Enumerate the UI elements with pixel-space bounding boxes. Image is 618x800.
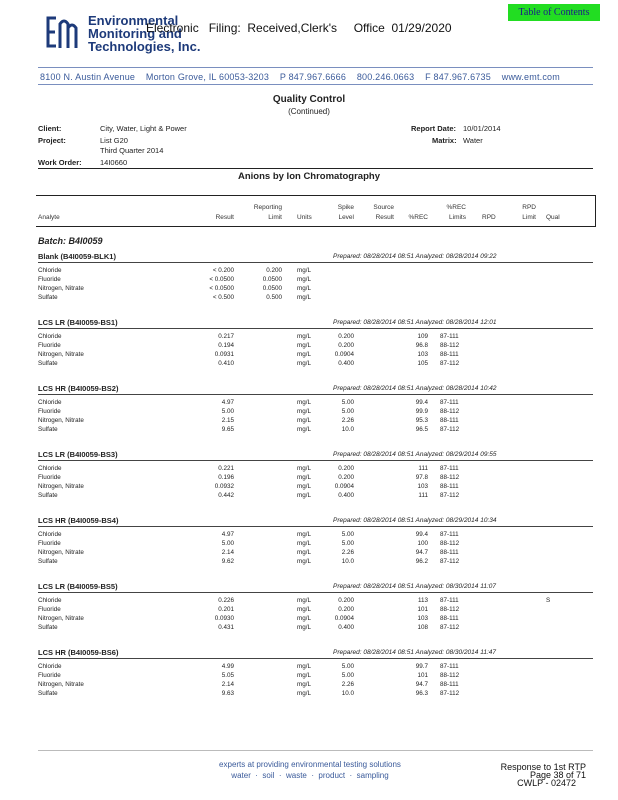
table-cell: 87-111 [440,399,459,406]
report-date-label: Report Date: [411,124,457,133]
col-limit: Limit [268,214,282,221]
work-order-value: 14I0660 [100,158,128,167]
table-cell: 2.15 [221,417,234,424]
table-cell: 105 [417,360,428,367]
table-cell: 0.0500 [262,285,282,292]
table-cell: 88-111 [440,417,459,424]
table-cell: 88-111 [440,615,459,622]
col-source-result: Result [375,214,394,221]
table-cell: Fluoride [38,474,61,481]
table-cell: 9.63 [221,690,234,697]
table-cell: < 0.500 [212,294,234,301]
table-cell: 0.442 [218,492,234,499]
col-spike: Spike [337,204,354,211]
table-cell: 10.0 [341,558,354,565]
table-cell: 88-112 [440,408,460,415]
table-cell: mg/L [297,408,311,415]
table-cell: 0.194 [218,342,234,349]
table-cell: mg/L [297,333,311,340]
table-cell: 0.200 [338,474,354,481]
table-cell: mg/L [297,681,311,688]
table-cell: 96.8 [415,342,428,349]
table-cell: mg/L [297,351,311,358]
table-cell: 0.410 [218,360,234,367]
table-cell: 5.00 [341,672,354,679]
table-cell: mg/L [297,606,311,613]
table-cell: Sulfate [38,558,58,565]
table-cell: 0.400 [338,624,354,631]
prepared-analyzed: Prepared: 08/28/2014 08:51 Analyzed: 08/30/2014 11:47 [333,649,496,656]
block-rule [38,460,593,461]
table-cell: 111 [418,492,428,499]
qc-block-title: LCS LR (B4I0059-BS5) [38,582,118,591]
table-cell: 0.200 [338,606,354,613]
page-number: Page 38 of 71 [529,770,586,780]
table-cell: 88-111 [440,681,459,688]
info-rule [38,168,593,169]
table-cell: 0.201 [218,606,234,613]
table-cell: 0.200 [338,342,354,349]
matrix-label: Matrix: [432,136,457,145]
table-cell: 108 [417,624,428,631]
table-cell: Chloride [38,597,62,604]
table-cell: 103 [417,483,428,490]
table-cell: mg/L [297,483,311,490]
prepared-analyzed: Prepared: 08/28/2014 08:51 Analyzed: 08/28/2014 10:42 [333,385,497,392]
table-cell: Sulfate [38,294,58,301]
table-cell: mg/L [297,615,311,622]
table-cell: 5.00 [341,399,354,406]
project-label: Project: [38,136,66,145]
block-rule [38,592,593,593]
qc-block-title: LCS HR (B4I0059-BS2) [38,384,119,393]
table-cell: Nitrogen, Nitrate [38,351,84,358]
col-reporting: Reporting [253,204,282,211]
table-cell: Nitrogen, Nitrate [38,483,84,490]
table-cell: mg/L [297,492,311,499]
table-cell: 109 [417,333,428,340]
table-cell: 99.4 [415,531,428,538]
table-cell: mg/L [297,474,311,481]
table-cell: 99.7 [415,663,428,670]
project-period: Third Quarter 2014 [100,146,164,155]
col-rpd: RPD [482,214,496,221]
table-cell: 99.9 [415,408,428,415]
footer-services: water · soil · waste · product · sampling [231,771,389,780]
emt-logo-icon [42,14,82,52]
table-cell: 5.00 [221,408,234,415]
prepared-analyzed: Prepared: 08/28/2014 08:51 Analyzed: 08/30/2014 11:07 [333,583,496,590]
table-cell: 0.200 [338,465,354,472]
table-cell: 2.14 [221,681,234,688]
table-cell: mg/L [297,549,311,556]
table-cell: mg/L [297,690,311,697]
table-cell: mg/L [297,540,311,547]
col-rec: %REC [408,214,428,221]
col-rpd-limit-1: RPD [522,204,536,211]
col-rpd-limit-2: Limit [522,214,536,221]
table-cell: 0.196 [218,474,234,481]
table-cell: Nitrogen, Nitrate [38,615,84,622]
project-value: List G20 [100,136,128,145]
table-cell: 88-111 [440,549,459,556]
matrix-value: Water [463,136,483,145]
table-cell: 0.0932 [214,483,234,490]
table-cell: Fluoride [38,606,61,613]
col-source: Source [373,204,394,211]
table-cell: mg/L [297,267,311,274]
table-cell: 87-111 [440,597,459,604]
table-cell: mg/L [297,624,311,631]
report-date-value: 10/01/2014 [463,124,501,133]
table-cell: 101 [417,672,428,679]
table-cell: 2.26 [341,549,354,556]
col-rec-limits-2: Limits [449,214,466,221]
table-cell: 0.0931 [214,351,234,358]
table-cell: 87-112 [440,492,460,499]
prepared-analyzed: Prepared: 08/28/2014 08:51 Analyzed: 08/28/2014 09:22 [333,253,497,260]
table-cell: mg/L [297,426,311,433]
col-qual: Qual [546,214,560,221]
table-cell: 0.500 [266,294,282,301]
table-cell: Chloride [38,267,62,274]
block-rule [38,526,593,527]
table-cell: 9.62 [221,558,234,565]
table-cell: 4.99 [221,663,234,670]
qc-block-title: Blank (B4I0059-BLK1) [38,252,116,261]
table-cell: Sulfate [38,426,58,433]
table-cell: 113 [417,597,428,604]
table-cell: Fluoride [38,342,61,349]
table-cell: 0.0904 [334,483,354,490]
table-cell: 111 [418,465,428,472]
table-cell: mg/L [297,672,311,679]
table-cell: mg/L [297,531,311,538]
report-subtitle: (Continued) [288,107,330,116]
table-cell: mg/L [297,399,311,406]
table-cell: 0.226 [218,597,234,604]
table-cell: 5.00 [221,540,234,547]
table-cell: 0.217 [218,333,234,340]
table-cell: Nitrogen, Nitrate [38,681,84,688]
qc-block-title: LCS LR (B4I0059-BS1) [38,318,118,327]
table-cell: Fluoride [38,672,61,679]
table-cell: 2.26 [341,681,354,688]
table-cell: Fluoride [38,276,61,283]
table-cell: 5.00 [341,663,354,670]
table-cell: 10.0 [341,690,354,697]
footer-tagline: experts at providing environmental testing solutions [219,760,401,769]
table-cell: 103 [417,615,428,622]
table-cell: Nitrogen, Nitrate [38,285,84,292]
table-cell: 88-112 [440,342,460,349]
table-cell: 96.3 [415,690,428,697]
table-cell: 0.431 [218,624,234,631]
table-cell: 5.05 [221,672,234,679]
client-value: City, Water, Light & Power [100,124,187,133]
table-cell: 0.200 [338,333,354,340]
table-cell: 101 [417,606,428,613]
table-cell: < 0.200 [212,267,234,274]
table-cell: Sulfate [38,360,58,367]
table-cell: mg/L [297,663,311,670]
company-name-line3: Technologies, Inc. [88,39,201,54]
table-cell: Chloride [38,465,62,472]
table-cell: mg/L [297,417,311,424]
table-cell: 88-112 [440,474,460,481]
table-cell: 100 [417,540,428,547]
table-cell: 94.7 [415,549,428,556]
table-cell: 87-112 [440,558,460,565]
company-name-line1: Environmental [88,13,179,28]
table-cell: mg/L [297,342,311,349]
table-cell: 0.400 [338,492,354,499]
table-cell: Sulfate [38,690,58,697]
table-cell: mg/L [297,360,311,367]
table-cell: mg/L [297,276,311,283]
col-analyte: Analyte [38,214,60,221]
table-cell: 88-111 [440,483,459,490]
table-cell: 5.00 [341,540,354,547]
col-rec-limits-1: %REC [446,204,466,211]
prepared-analyzed: Prepared: 08/28/2014 08:51 Analyzed: 08/28/2014 12:01 [333,319,497,326]
table-cell: mg/L [297,294,311,301]
table-cell: 4.97 [221,531,234,538]
table-cell: 96.2 [415,558,428,565]
table-cell: 87-112 [440,690,460,697]
table-cell: 88-111 [440,351,459,358]
table-cell: < 0.0500 [209,276,234,283]
work-order-label: Work Order: [38,158,82,167]
response-label: Response to 1st RTP [500,762,586,772]
block-rule [38,328,593,329]
block-rule [38,394,593,395]
table-cell: 9.65 [221,426,234,433]
table-of-contents-button[interactable]: Table of Contents [508,4,600,21]
qc-block-title: LCS HR (B4I0059-BS6) [38,648,119,657]
batch-title: Batch: B4I0059 [38,236,103,246]
table-cell: Chloride [38,399,62,406]
table-cell: 87-111 [440,531,459,538]
table-cell: Fluoride [38,408,61,415]
table-cell: Chloride [38,333,62,340]
table-cell: Chloride [38,531,62,538]
table-cell: 88-112 [440,540,460,547]
table-cell: 10.0 [341,426,354,433]
table-cell: 94.7 [415,681,428,688]
table-cell: 0.200 [266,267,282,274]
header-rule-bottom [38,84,593,85]
table-cell: 0.221 [218,465,234,472]
header-rule [38,67,593,68]
col-level: Level [338,214,354,221]
block-rule [38,262,593,263]
table-cell: 4.97 [221,399,234,406]
prepared-analyzed: Prepared: 08/28/2014 08:51 Analyzed: 08/29/2014 09:55 [333,451,497,458]
table-cell: 103 [417,351,428,358]
table-cell: 87-112 [440,360,460,367]
table-cell: 5.00 [341,408,354,415]
table-cell: Sulfate [38,624,58,631]
table-cell: 87-112 [440,426,460,433]
table-cell: Nitrogen, Nitrate [38,549,84,556]
col-result: Result [215,214,234,221]
table-cell: 5.00 [341,531,354,538]
table-cell: Nitrogen, Nitrate [38,417,84,424]
table-cell: mg/L [297,597,311,604]
block-rule [38,658,593,659]
table-cell: 99.4 [415,399,428,406]
table-cell: 97.8 [415,474,428,481]
table-cell: 2.26 [341,417,354,424]
qc-block-title: LCS LR (B4I0059-BS3) [38,450,118,459]
table-cell: 0.0930 [214,615,234,622]
prepared-analyzed: Prepared: 08/28/2014 08:51 Analyzed: 08/29/2014 10:34 [333,517,497,524]
table-cell: 0.0904 [334,615,354,622]
table-cell: 88-112 [440,672,460,679]
table-cell: Fluoride [38,540,61,547]
table-cell: 2.14 [221,549,234,556]
table-cell: 87-111 [440,465,459,472]
report-title: Quality Control [272,94,346,105]
qc-block-title: LCS HR (B4I0059-BS4) [38,516,119,525]
cwlp-number: CWLP - 02472 [517,778,576,788]
table-cell: mg/L [297,465,311,472]
section-title: Anions by Ion Chromatography [238,171,380,182]
table-cell: 0.0904 [334,351,354,358]
table-cell: 0.200 [338,597,354,604]
table-cell: S [546,597,551,604]
table-cell: 96.5 [415,426,428,433]
filing-stamp: Electronic Filing: Received,Clerk's Office 01/29/2020 [146,21,452,35]
company-name-line2: Monitoring and [88,26,182,41]
table-cell: < 0.0500 [209,285,234,292]
table-cell: 87-112 [440,624,460,631]
table-cell: 88-112 [440,606,460,613]
col-units: Units [297,214,312,221]
table-cell: Sulfate [38,492,58,499]
table-cell: 87-111 [440,663,459,670]
table-cell: 0.400 [338,360,354,367]
table-cell: mg/L [297,285,311,292]
company-address: 8100 N. Austin Avenue Morton Grove, IL 60053-3203 P 847.967.6666 800.246.0663 F 847.967.6735 www.emt.com [40,72,560,82]
table-cell: 95.3 [415,417,428,424]
column-header-box [36,195,596,227]
table-cell: 0.0500 [262,276,282,283]
table-cell: mg/L [297,558,311,565]
table-cell: Chloride [38,663,62,670]
table-cell: 87-111 [440,333,459,340]
footer-rule [38,750,593,751]
client-label: Client: [38,124,62,133]
